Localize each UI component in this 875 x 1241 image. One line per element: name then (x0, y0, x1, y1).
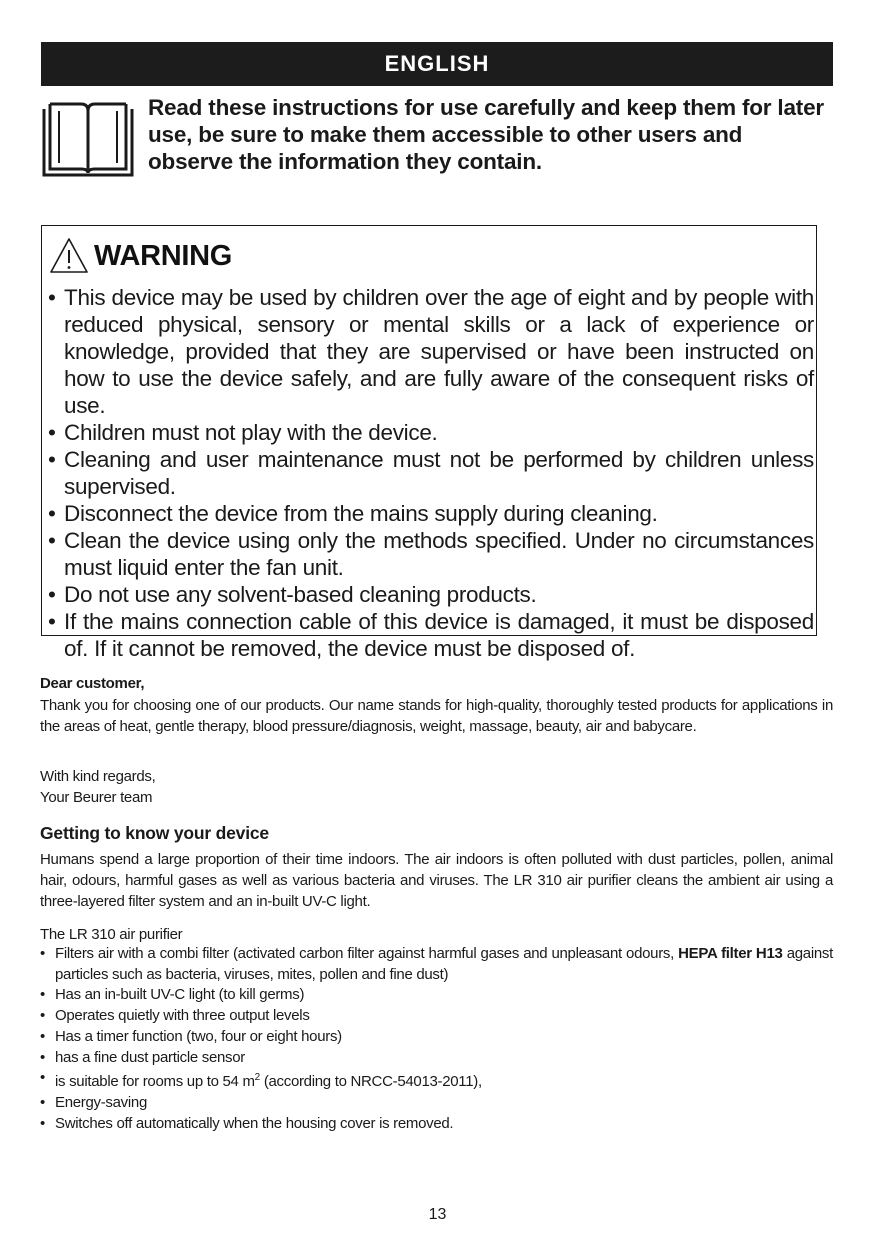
purifier-title: The LR 310 air purifier (40, 926, 183, 943)
regards-block (40, 766, 833, 808)
warning-item: • Children must not play with the device. (48, 419, 814, 446)
warning-item: • Clean the device using only the methods specified. Under no circumstances must liquid enter the fan unit. (48, 527, 814, 581)
thanks-paragraph: Thank you for choosing one of our products. Our name stands for high-quality, thoroughly tested products for applications in the areas of heat, gentle therapy, blood pressure/diagnosis, weight, massage, beauty, air and babycare. (40, 697, 833, 735)
section-heading: Getting to know your device (40, 823, 269, 843)
hepa-label: HEPA filter H13 (678, 945, 783, 962)
room-text-before: is suitable for rooms up to 54 m (55, 1073, 255, 1091)
warning-item: • Cleaning and user maintenance must not be performed by children unless supervised. (48, 446, 814, 500)
warning-title: WARNING (94, 239, 233, 272)
warning-item: • If the mains connection cable of this device is damaged, it must be disposed of. If it cannot be removed, the device must be disposed of. (48, 608, 814, 662)
book-icon (41, 95, 135, 177)
filter-text-before: Filters air with a combi filter (activated carbon filter against harmful gases and unpleasant odours, (55, 945, 674, 962)
intro-instructions: Read these instructions for use carefully and keep them for later use, be sure to make them accessible to other users and observe the information they contain. (148, 95, 824, 174)
warning-item: • This device may be used by children over the age of eight and by people with reduced physical, sensory or mental skills or a lack of experience or knowledge, provided that they are supervised or have been instructed on how to use the device safely, and are fully aware of the consequent risks of use. (48, 284, 814, 419)
feature-item-filter (40, 944, 833, 985)
warning-list (48, 284, 814, 662)
feature-item-room (40, 1068, 833, 1093)
feature-item: • Switches off automatically when the housing cover is removed. (40, 1114, 833, 1135)
language-header (41, 42, 833, 86)
warning-item: • Do not use any solvent-based cleaning products. (48, 581, 814, 608)
page-number: 13 (428, 1206, 447, 1223)
section-paragraph: Humans spend a large proportion of their time indoors. The air indoors is often polluted with dust particles, pollen, animal hair, odours, harmful gases as well as various bacteria and viruses. The LR 310 air purifier cleans the ambient air using a three-layered filter system and an in-built UV-C light. (40, 851, 833, 910)
filter-text-after: against particles such as bacteria, viruses, mites, pollen and fine dust) (55, 945, 833, 983)
warning-box (41, 225, 817, 661)
regards-line: With kind regards, (40, 768, 156, 785)
warning-item: • Disconnect the device from the mains supply during cleaning. (48, 500, 814, 527)
feature-item: • has a fine dust particle sensor (40, 1048, 833, 1069)
warning-triangle-icon (48, 236, 90, 276)
feature-item: • Has a timer function (two, four or eight hours) (40, 1027, 833, 1048)
salutation: Dear customer, (40, 675, 145, 692)
feature-list (40, 944, 833, 1134)
language-label: ENGLISH (384, 51, 490, 76)
signature-line: Your Beurer team (40, 789, 153, 806)
feature-item: • Operates quietly with three output levels (40, 1006, 833, 1027)
feature-item: • Has an in-built UV-C light (to kill germs) (40, 985, 833, 1006)
squared-sup: 2 (254, 1072, 260, 1084)
room-text-after: (according to NRCC-54013-2011), (263, 1073, 482, 1091)
warning-header (48, 234, 232, 278)
feature-item: • Energy-saving (40, 1093, 833, 1114)
